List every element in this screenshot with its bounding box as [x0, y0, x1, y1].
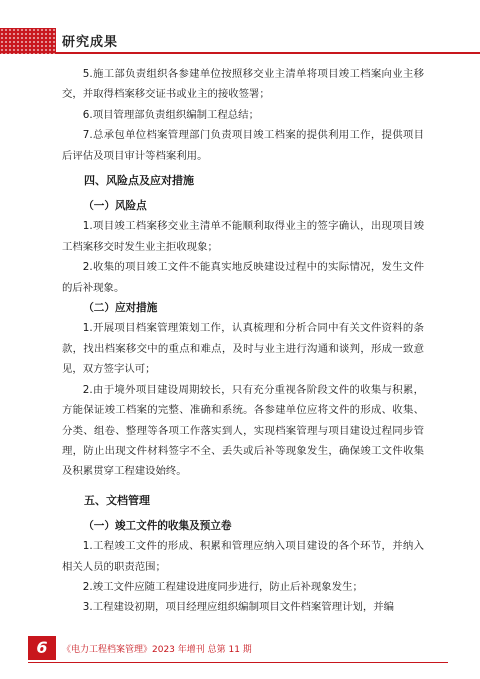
paragraph-collection-2: 2.竣工文件应随工程建设进度同步进行，防止后补现象发生； [82, 580, 363, 593]
page-footer [0, 636, 480, 666]
section-title: 研究成果 [62, 35, 119, 50]
paragraph-item-5: 5.施工部负责组织各参建单位按照移交业主清单将项目竣工档案向业主移交，并取得档案移交证书或业主的接收签署； [62, 68, 424, 101]
paragraph-collection-3: 3.工程建设初期，项目经理应组织编制项目文件档案管理计划，并编 [82, 601, 395, 614]
subheading-risk-points: （一）风险点 [83, 200, 147, 213]
subheading-measures: （二）应对措施 [83, 302, 158, 315]
footer-divider [28, 662, 448, 663]
paragraph-collection-1: 1.工程竣工文件的形成、积累和管理应纳入项目建设的各个环节，并纳入相关人员的职责范围； [62, 540, 424, 573]
heading-risk-measures: 四、风险点及应对措施 [84, 174, 194, 188]
journal-info: 《电力工程档案管理》2023 年增刊 总第 11 期 [62, 645, 252, 655]
header-divider [56, 52, 480, 54]
heading-document-management: 五、文档管理 [84, 493, 150, 507]
header-decor-pattern [0, 28, 56, 54]
article-body [62, 64, 424, 618]
paragraph-measure-2: 2.由于境外项目建设周期较长，只有充分重视各阶段文件的收集与积累，方能保证竣工档案的完整、准确和系统。各参建单位应将文件的形成、收集、分类、组卷、整理等各项工作落实到人，实现档案管理与项目建设过程同步管理，防止出现文件材料签字不全、丢失或后补等现象发生，确保竣工文件收集及积累贯穿工程建设始终。 [62, 383, 424, 478]
paragraph-item-6: 6.项目管理部负责组织编制工程总结； [82, 108, 259, 121]
paragraph-item-7: 7.总承包单位档案管理部门负责项目竣工档案的提供利用工作，提供项目后评估及项目审计等档案利用。 [62, 129, 424, 162]
paragraph-risk-1: 1.项目竣工档案移交业主清单不能顺利取得业主的签字确认，出现项目竣工档案移交时发生业主拒收现象； [62, 220, 424, 253]
paragraph-risk-2: 2.收集的项目竣工文件不能真实地反映建设过程中的实际情况，发生文件的后补现象。 [62, 261, 424, 294]
page-number: 6 [28, 636, 56, 660]
subheading-collection: （一）竣工文件的收集及预立卷 [83, 519, 232, 532]
paragraph-measure-1: 1.开展项目档案管理策划工作，认真梳理和分析合同中有关文件资料的条款，找出档案移交中的重点和难点，及时与业主进行沟通和谈判，形成一致意见，双方签字认可； [62, 322, 424, 376]
page-header [0, 0, 480, 56]
